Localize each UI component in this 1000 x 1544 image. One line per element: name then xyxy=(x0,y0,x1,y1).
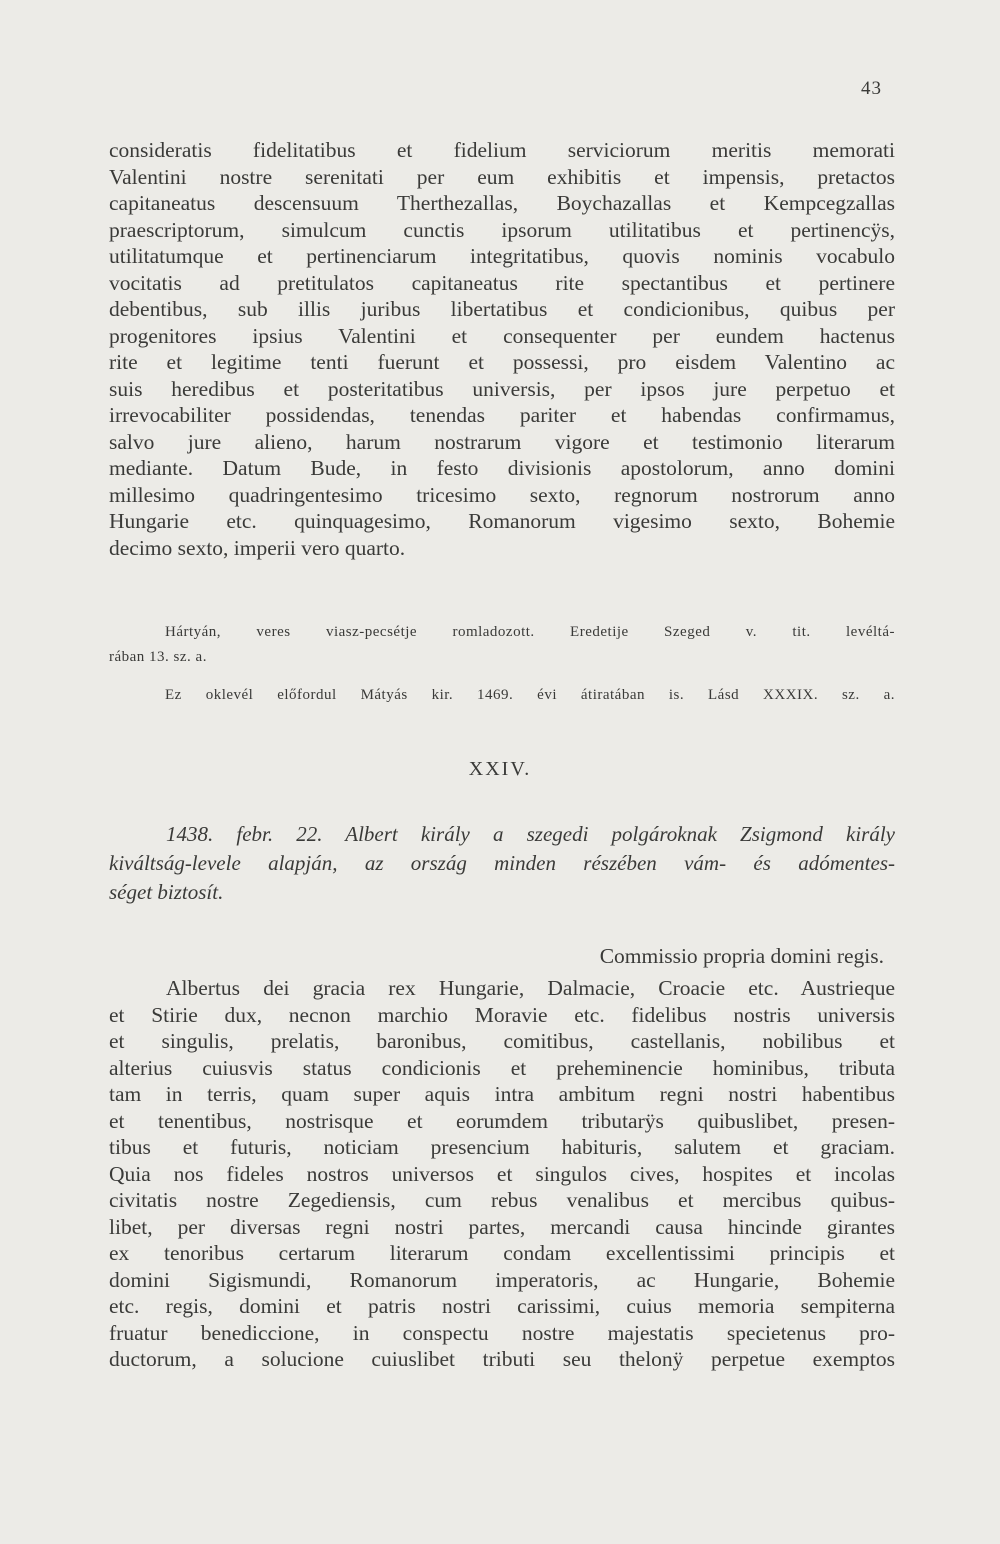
text-line: Albertus dei gracia rex Hungarie, Dalmacie, Croacie etc. Austrieque xyxy=(166,976,895,1000)
reference-note xyxy=(109,683,895,708)
text-line: mediante. Datum Bude, in festo divisionis apostolorum, anno domini xyxy=(109,456,895,480)
text-line: ex tenoribus certarum literarum condam excellentissimi principis et xyxy=(109,1241,895,1265)
text-line: consideratis fidelitatibus et fidelium serviciorum meritis memorati xyxy=(109,138,895,162)
text-line: et tenentibus, nostrisque et eorumdem tributarÿs quibuslibet, presen- xyxy=(109,1108,895,1133)
note-line: Hártyán, veres viasz-pecsétje romladozott. Eredetije Szeged v. tit. levéltá- xyxy=(165,624,895,640)
text-line: tibus et futuris, noticiam presencium habituris, salutem et graciam. xyxy=(109,1135,895,1159)
text-line: alterius cuiusvis status condicionis et preheminencie hominibus, tributa xyxy=(109,1055,895,1080)
text-line: fruatur benediccione, in conspectu nostre majestatis specietenus pro- xyxy=(109,1320,895,1345)
text-line: libet, per diversas regni nostri partes, mercandi causa hincinde girantes xyxy=(109,1214,895,1239)
regest-line: séget biztosít. xyxy=(109,880,224,904)
text-line: irrevocabiliter possidendas, tenendas pariter et habendas confirmamus, xyxy=(109,403,895,427)
text-line: debentibus, sub illis juribus libertatibus et condicionibus, quibus per xyxy=(109,297,895,321)
text-line: Valentini nostre serenitati per eum exhibitis et impensis, pretactos xyxy=(109,164,895,189)
charter-text-continuation xyxy=(109,137,895,561)
document-number: XXIV. xyxy=(468,758,532,780)
note-line: rában 13. sz. a. xyxy=(109,649,207,665)
text-line: millesimo quadringentesimo tricesimo sexto, regnorum nostrorum anno xyxy=(109,482,895,507)
text-line: suis heredibus et posteritatibus universis, per ipsos jure perpetuo et xyxy=(109,376,895,401)
archival-note xyxy=(109,620,895,670)
text-line: et singulis, prelatis, baronibus, comitibus, castellanis, nobilibus et xyxy=(109,1029,895,1053)
page-number: 43 xyxy=(861,78,882,99)
text-line: Quia nos fideles nostros universos et singulos cives, hospites et incolas xyxy=(109,1161,895,1186)
note-line: Ez oklevél előfordul Mátyás kir. 1469. évi átiratában is. Lásd XXXIX. sz. a. xyxy=(165,687,895,703)
text-line: ductorum, a solucione cuiuslibet tributi seu thelonÿ perpetue exemptos xyxy=(109,1347,895,1371)
text-line: et Stirie dux, necnon marchio Moravie etc. fidelibus nostris universis xyxy=(109,1002,895,1027)
document-regest xyxy=(109,820,895,907)
text-line: progenitores ipsius Valentini et consequenter per eundem hactenus xyxy=(109,323,895,348)
text-line: domini Sigismundi, Romanorum imperatoris, ac Hungarie, Bohemie xyxy=(109,1267,895,1292)
text-line: Hungarie etc. quinquagesimo, Romanorum vigesimo sexto, Bohemie xyxy=(109,509,895,533)
text-line: praescriptorum, simulcum cunctis ipsorum utilitatibus et pertinencÿs, xyxy=(109,217,895,242)
text-line: etc. regis, domini et patris nostri carissimi, cuius memoria sempiterna xyxy=(109,1294,895,1318)
text-line: utilitatumque et pertinenciarum integritatibus, quovis nominis vocabulo xyxy=(109,244,895,268)
charter-text xyxy=(109,975,895,1373)
text-line: decimo sexto, imperii vero quarto. xyxy=(109,535,406,560)
commissio-line: Commissio propria domini regis. xyxy=(599,944,884,968)
text-line: rite et legitime tenti fuerunt et possessi, pro eisdem Valentino ac xyxy=(109,350,895,374)
regest-line: kiváltság-levele alapján, az ország minden részében vám- és adómentes- xyxy=(109,851,895,875)
regest-line: 1438. febr. 22. Albert király a szegedi polgároknak Zsigmond király xyxy=(166,822,895,846)
text-line: civitatis nostre Zegediensis, cum rebus venalibus et mercibus quibus- xyxy=(109,1188,895,1212)
text-line: capitaneatus descensuum Therthezallas, Boychazallas et Kempcegzallas xyxy=(109,191,895,215)
text-line: vocitatis ad pretitulatos capitaneatus rite spectantibus et pertinere xyxy=(109,270,895,295)
text-line: tam in terris, quam super aquis intra ambitum regni nostri habentibus xyxy=(109,1082,895,1106)
text-line: salvo jure alieno, harum nostrarum vigore et testimonio literarum xyxy=(109,429,895,454)
